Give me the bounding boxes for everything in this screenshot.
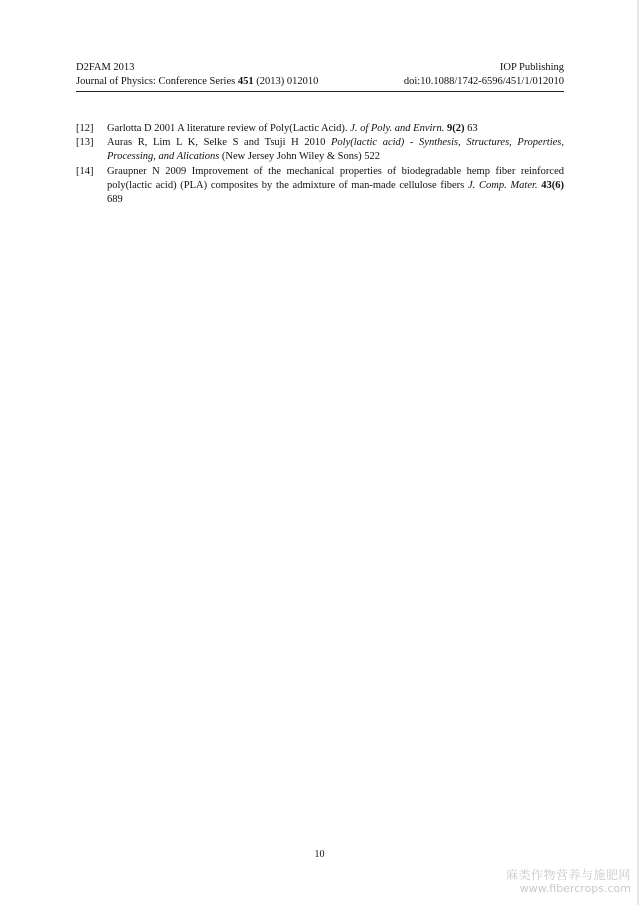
reference-list — [76, 122, 564, 207]
journal-year-article: (2013) 012010 — [253, 76, 319, 87]
conference-name: D2FAM 2013 — [76, 62, 135, 73]
reference-journal: J. Comp. Mater. — [467, 179, 538, 191]
reference-number: [13] — [76, 137, 94, 149]
journal-citation — [76, 75, 318, 89]
running-header — [76, 61, 564, 89]
watermark-chinese: 麻类作物营养与施肥网 — [505, 868, 631, 882]
reference-volume: 9(2) — [447, 123, 465, 134]
header-row-2 — [76, 75, 564, 89]
reference-item — [76, 136, 564, 164]
reference-book-title: Poly(lactic acid) - Synthesis, Structures, Properties, Processing, and Alications — [107, 137, 564, 163]
reference-text: Auras R, Lim L K, Selke S and Tsuji H 2010 Poly(lactic acid) - Synthesis, Structures, Properties, Processing, and Alications (New Jersey John Wiley & Sons) 522 — [107, 137, 564, 163]
reference-text: Garlotta D 2001 A literature review of Poly(Lactic Acid). J. of Poly. and Envirn. 9(2) 63 — [107, 123, 478, 134]
reference-item — [76, 122, 564, 136]
header-rule — [76, 91, 564, 92]
header-row-1 — [76, 61, 564, 75]
page-number: 10 — [314, 849, 325, 860]
journal-volume: 451 — [237, 76, 254, 87]
reference-journal: J. of Poly. and Envirn. — [350, 123, 445, 134]
watermark-url: www.fibercrops.com — [519, 882, 631, 895]
doi-link[interactable]: doi:10.1088/1742-6596/451/1/012010 — [403, 76, 564, 87]
journal-name: Journal of Physics: Conference Series — [76, 76, 238, 87]
reference-text: Graupner N 2009 Improvement of the mechanical properties of biodegradable hemp fiber reinforced poly(lactic acid) (PLA) composites by the admixture of man-made cellulose fibers J. Comp. Mater. 43(6) 689 — [107, 165, 564, 206]
reference-volume: 43(6) — [541, 179, 564, 191]
reference-item — [76, 165, 564, 208]
reference-number: [12] — [76, 123, 94, 134]
reference-number: [14] — [76, 165, 94, 177]
publisher-name: IOP Publishing — [499, 62, 564, 73]
watermark — [506, 869, 631, 895]
